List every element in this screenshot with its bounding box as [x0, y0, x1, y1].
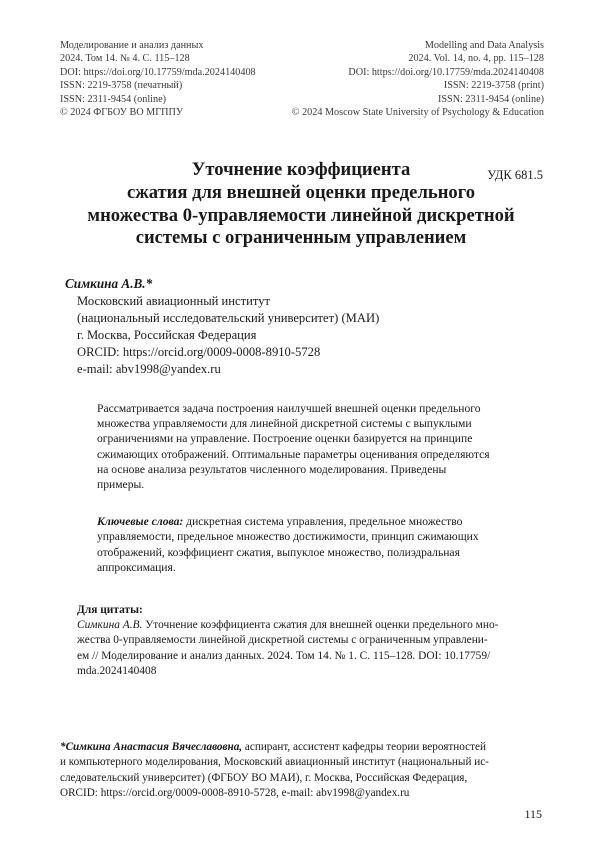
header-left-line: ISSN: 2219-3758 (печатный): [60, 80, 183, 92]
title-line: сжатия для внешней оценки предельного: [126, 181, 475, 203]
header-left-line: 2024. Том 14. № 4. С. 115–128: [60, 53, 190, 65]
header-left-line: DOI: https://doi.org/10.17759/mda.2024140408: [60, 66, 256, 78]
abstract-line: Рассматривается задача построения наилучшей внешней оценки предельного: [97, 402, 481, 415]
keywords-label: Ключевые слова:: [97, 515, 184, 528]
title-line: системы с ограниченным управлением: [135, 227, 467, 249]
keywords-text: дискретная система управления, предельное множество: [183, 515, 463, 528]
citation-author: Симкина А.В.: [77, 619, 143, 632]
abstract-line: ограничениями на управление. Построение оценки базируется на принципе: [97, 432, 473, 446]
footnote-line: ORCID: https://orcid.org/0009-0008-8910-5728, e-mail: abv1998@yandex.ru: [60, 787, 410, 800]
journal-header-left: [60, 39, 256, 119]
keywords-first-line: [97, 514, 531, 529]
author-affiliation-line: Московский авиационный институт: [77, 294, 270, 308]
keywords-line: управляемости, предельное множество достижимости, принцип сжимающих: [97, 530, 479, 544]
header-right-line: ISSN: 2311-9454 (online): [437, 93, 544, 105]
article-title: [60, 159, 542, 250]
author-location: г. Москва, Российская Федерация: [77, 328, 257, 342]
abstract-line: сжимающих отображений. Оптимальные параметры оценивания определяются: [97, 447, 490, 461]
abstract: [97, 401, 531, 492]
header-left-line: © 2024 ФГБОУ ВО МГППУ: [60, 107, 184, 119]
footnote-first-line: [60, 740, 542, 755]
citation-line: жества 0-управляемости линейной дискретной системы с ограниченным управлени-: [77, 634, 488, 647]
citation-line: ем // Моделирование и анализ данных. 2024. Том 14. № 1. С. 115–128. DOI: 10.17759/: [77, 649, 491, 662]
author-block: [65, 275, 380, 378]
footnote-line: следовательский университет) (ФГБОУ ВО МАИ), г. Москва, Российская Федерация,: [60, 771, 468, 784]
header-left-line: Моделирование и анализ данных: [60, 40, 204, 51]
page-number: 115: [524, 807, 542, 821]
citation-first-line: [77, 618, 541, 633]
header-right-line: 2024. Vol. 14, no. 4, pp. 115–128: [408, 53, 544, 65]
footnote-author-name: *Симкина Анастасия Вячеславовна,: [60, 741, 243, 753]
citation-label: Для цитаты:: [77, 604, 143, 616]
author-name: Симкина А.В.*: [65, 276, 153, 291]
keywords: [97, 514, 531, 576]
udk-code: УДК 681.5: [487, 168, 543, 182]
header-right-line: © 2024 Moscow State University of Psychology & Education: [291, 107, 544, 119]
keywords-line: отображений, коэффициент сжатия, выпуклое множество, полиэдральная: [97, 545, 460, 559]
header-right-line: DOI: https://doi.org/10.17759/mda.2024140408: [348, 66, 544, 78]
author-affiliation-line: (национальный исследовательский университет) (МАИ): [77, 311, 380, 325]
title-line: Уточнение коэффициента: [191, 159, 411, 180]
abstract-line: примеры.: [97, 478, 145, 492]
footnote-line: и компьютерного моделирования, Московский авиационный институт (национальный ис-: [60, 756, 489, 769]
author-orcid: ORCID: https://orcid.org/0009-0008-8910-5728: [77, 345, 321, 359]
journal-header-right: [292, 39, 544, 119]
keywords-line: аппроксимация.: [97, 561, 176, 575]
citation-text: Уточнение коэффициента сжатия для внешней оценки предельного мно-: [142, 619, 499, 632]
header-left-line: ISSN: 2311-9454 (online): [60, 93, 167, 105]
abstract-line: на основе анализа результатов численного моделирования. Приведены: [97, 462, 447, 476]
header-right-line: ISSN: 2219-3758 (print): [443, 80, 544, 92]
abstract-line: множества управляемости для линейной дискретной системы с выпуклыми: [97, 417, 472, 431]
header-right-line: Modelling and Data Analysis: [424, 40, 544, 51]
author-footnote: [60, 740, 542, 802]
title-line: множества 0-управляемости линейной дискретной: [87, 204, 515, 226]
citation-line: mda.2024140408: [77, 664, 157, 677]
citation: [77, 603, 541, 679]
author-email: e-mail: abv1998@yandex.ru: [77, 362, 221, 376]
footnote-text: аспирант, ассистент кафедры теории вероятностей: [242, 741, 486, 753]
